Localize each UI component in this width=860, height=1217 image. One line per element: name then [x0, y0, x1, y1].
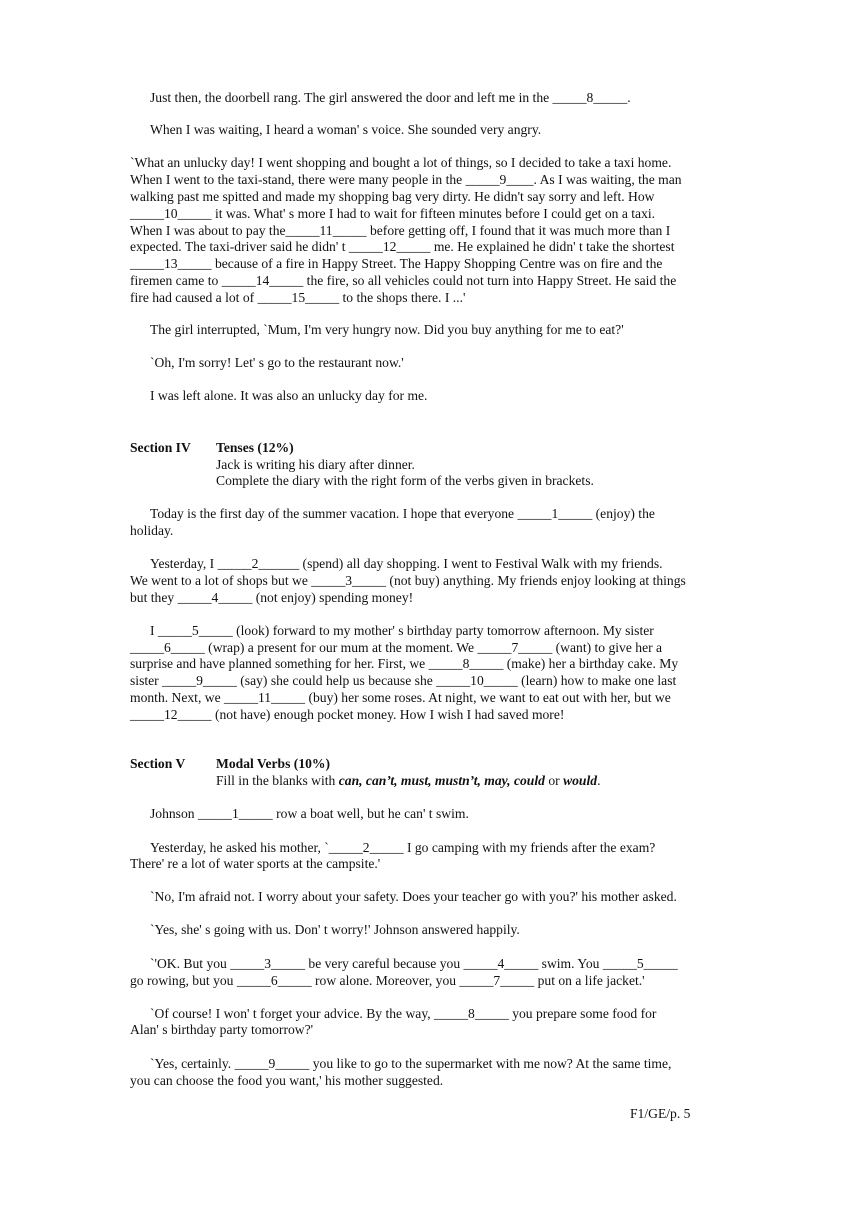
question-line: but they _____4_____ (not enjoy) spending money! — [130, 590, 414, 605]
section-label: Section IV — [130, 440, 191, 455]
question-line: There' re a lot of water sports at the campsite.' — [130, 856, 381, 871]
passage-line: When I was about to pay the_____11_____ before getting off, I found that it was much more than I — [130, 223, 671, 238]
modal-words: would — [563, 773, 598, 788]
question-line: `Yes, certainly. _____9_____ you like to go to the supermarket with me now? At the same time, — [150, 1056, 672, 1071]
question-line: `'OK. But you _____3_____ be very careful because you _____4_____ swim. You _____5_____ — [150, 956, 678, 971]
question-line: sister _____9_____ (say) she could help us because she _____10_____ (learn) how to make one last — [130, 673, 677, 688]
question-line: `Of course! I won' t forget your advice. By the way, _____8_____ you prepare some food for — [150, 1006, 657, 1021]
passage-line: `Oh, I'm sorry! Let' s go to the restaurant now.' — [150, 355, 404, 370]
passage-line: `What an unlucky day! I went shopping and bought a lot of things, so I decided to take a taxi home. — [130, 155, 672, 170]
passage-line: _____13_____ because of a fire in Happy Street. The Happy Shopping Centre was on fire and the — [130, 256, 663, 271]
section-instruction: Complete the diary with the right form of the verbs given in brackets. — [216, 473, 594, 488]
question-line: holiday. — [130, 523, 174, 538]
question-line: go rowing, but you _____6_____ row alone. Moreover, you _____7_____ put on a life jacket.' — [130, 973, 645, 988]
section-title: Tenses (12%) — [216, 440, 294, 455]
passage-line: I was left alone. It was also an unlucky day for me. — [150, 388, 428, 403]
question-line: Yesterday, I _____2______ (spend) all day shopping. I went to Festival Walk with my friends. — [150, 556, 663, 571]
section-title: Modal Verbs (10%) — [216, 756, 331, 771]
instruction-text: Fill in the blanks with — [216, 773, 339, 788]
question-line: `Yes, she' s going with us. Don' t worry!' Johnson answered happily. — [150, 922, 520, 937]
passage-line: fire had caused a lot of _____15_____ to the shops there. I ...' — [130, 290, 466, 305]
question-line: We went to a lot of shops but we _____3_____ (not buy) anything. My friends enjoy looking at things — [130, 573, 686, 588]
question-line: _____12_____ (not have) enough pocket money. How I wish I had saved more! — [130, 707, 565, 722]
question-line: Today is the first day of the summer vacation. I hope that everyone _____1_____ (enjoy) the — [150, 506, 655, 521]
passage-line: expected. The taxi-driver said he didn' t _____12_____ me. He explained he didn' t take the shortest — [130, 239, 675, 254]
passage-line: _____10_____ it was. What' s more I had to wait for fifteen minutes before I could get on a taxi. — [130, 206, 656, 221]
question-line: month. Next, we _____11_____ (buy) her some roses. At night, we want to eat out with her, but we — [130, 690, 671, 705]
section-instruction: Jack is writing his diary after dinner. — [216, 457, 415, 472]
passage-line: Just then, the doorbell rang. The girl answered the door and left me in the _____8_____. — [150, 90, 631, 105]
question-line: I _____5_____ (look) forward to my mother' s birthday party tomorrow afternoon. My sister — [150, 623, 654, 638]
question-line: Johnson _____1_____ row a boat well, but he can' t swim. — [150, 806, 469, 821]
question-line: surprise and have planned something for her. First, we _____8_____ (make) her a birthday cake. My — [130, 656, 679, 671]
question-line: Yesterday, he asked his mother, `_____2_____ I go camping with my friends after the exam? — [150, 840, 656, 855]
modal-words: can, can’t, must, mustn’t, may, could — [338, 773, 545, 788]
question-line: Alan' s birthday party tomorrow?' — [130, 1022, 314, 1037]
section-label: Section V — [130, 756, 186, 771]
question-line: you can choose the food you want,' his mother suggested. — [130, 1073, 444, 1088]
passage-line: The girl interrupted, `Mum, I'm very hungry now. Did you buy anything for me to eat?' — [150, 322, 624, 337]
section-instruction — [216, 773, 600, 789]
instruction-text: or — [544, 773, 564, 788]
passage-line: walking past me spitted and made my shopping bag very dirty. He didn't say sorry and left. How — [130, 189, 655, 204]
passage-line: firemen came to _____14_____ the fire, so all vehicles could not turn into Happy Street. He said the — [130, 273, 677, 288]
question-line: _____6_____ (wrap) a present for our mum at the moment. We _____7_____ (want) to give her a — [130, 640, 663, 655]
instruction-text: . — [597, 773, 601, 788]
question-line: `No, I'm afraid not. I worry about your safety. Does your teacher go with you?' his mother asked. — [150, 889, 677, 904]
passage-line: When I was waiting, I heard a woman' s voice. She sounded very angry. — [150, 122, 542, 137]
page-footer: F1/GE/p. 5 — [630, 1106, 691, 1121]
passage-line: When I went to the taxi-stand, there were many people in the _____9____. As I was waiting, the man — [130, 172, 682, 187]
